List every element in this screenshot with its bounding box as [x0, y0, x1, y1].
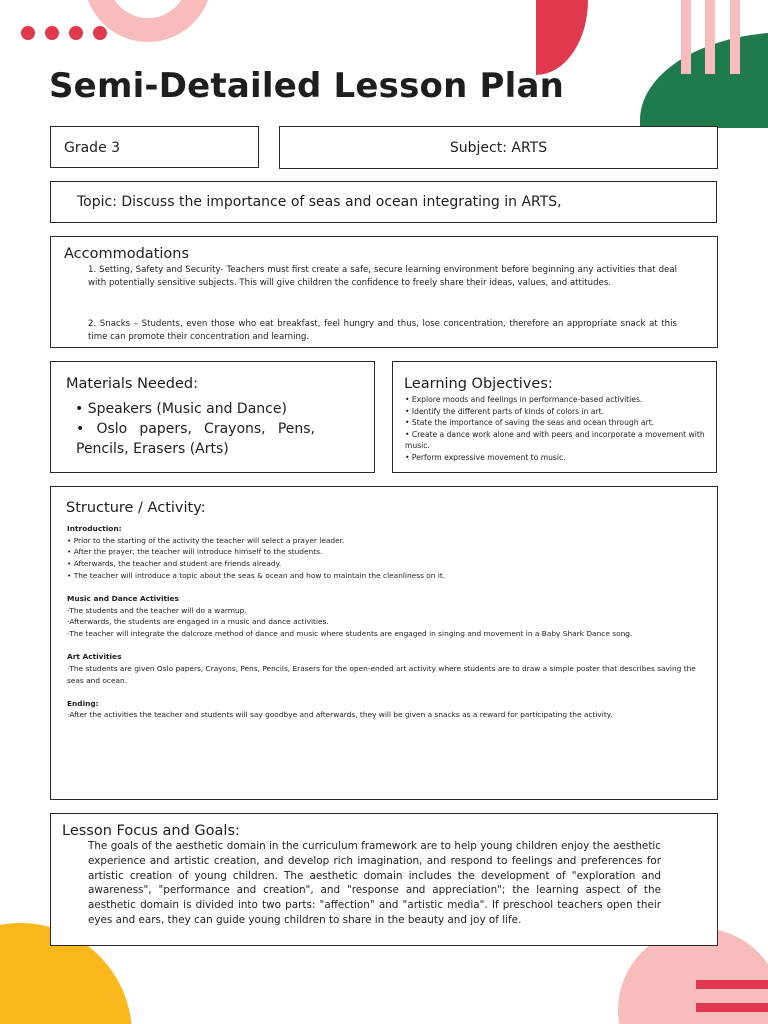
objective-item: • Explore moods and feelings in performance-based activities. [405, 395, 643, 404]
structure-heading: Structure / Activity: [66, 500, 206, 516]
structure-line: • Prior to the starting of the activity the teacher will select a prayer leader. [67, 535, 345, 545]
accommodations-heading: Accommodations [64, 246, 190, 262]
grade-label: Grade 3 [64, 140, 121, 156]
structure-line: ·The teacher will integrate the dalcroze method of dance and music where students are engaged in singing and movement in a Baby Shark Dance song. [67, 629, 633, 639]
ending-section [67, 698, 707, 721]
structure-line: • The teacher will introduce a topic about the seas & ocean and how to maintain the cleanliness on it. [67, 570, 446, 580]
objectives-box [392, 361, 717, 473]
accommodations-box [50, 236, 718, 348]
art-section [67, 651, 707, 686]
material-item: • Speakers (Music and Dance) [75, 401, 287, 417]
objectives-list [405, 394, 713, 464]
topic-label: Topic: Discuss the importance of seas and ocean integrating in ARTS, [77, 194, 562, 210]
grade-box [50, 126, 259, 168]
green-half-circle [640, 33, 768, 128]
structure-box [50, 486, 718, 800]
focus-box [50, 813, 718, 946]
materials-box [50, 361, 375, 473]
section-title: Introduction: [67, 524, 122, 533]
music-section [67, 593, 707, 640]
subject-label: Subject: ARTS [449, 140, 548, 156]
accommodation-item: 1. Setting, Safety and Security- Teachers must first create a safe, secure learning environment before beginning any activities that deal with potentially sensitive subjects. This will give children the confidence to freely share their ideas, values, and attitudes. [88, 265, 677, 289]
focus-heading: Lesson Focus and Goals: [62, 823, 240, 839]
pink-bars-decoration [681, 0, 740, 74]
objective-item: • Perform expressive movement to music. [405, 452, 566, 462]
page-title: Semi-Detailed Lesson Plan [49, 66, 565, 106]
subject-box [279, 126, 718, 169]
pink-ring-top [96, 0, 200, 30]
red-arc-top [536, 0, 588, 75]
objective-item: • State the importance of saving the seas and ocean through art. [405, 418, 655, 428]
material-item: • Oslo papers, Crayons, Pens, Pencils, Erasers (Arts) [76, 421, 315, 457]
accommodation-item: 2. Snacks – Students, even those who eat breakfast, feel hungry and thus, lose concentration, therefore an appropriate snack at this time can promote their concentration and learning. [88, 319, 677, 343]
structure-line: • Afterwards, the teacher and student are friends already. [67, 559, 282, 569]
focus-text: The goals of the aesthetic domain in the curriculum framework are to help young children enjoy the aesthetic experience and artistic creation, and develop rich imagination, and respond to feelings and preferences for artistic creation of young children. The aesthetic domain includes the development of "exploration and awareness", "performance and creation", and "response and appreciation"; the learning aspect of the aesthetic domain is divided into two parts: "affection" and "artistic media". If preschool teachers open their eyes and ears, they can guide young children to share in the beauty and joy of life. [88, 840, 661, 926]
materials-heading: Materials Needed: [66, 376, 198, 392]
objectives-heading: Learning Objectives: [404, 376, 553, 392]
section-title: Music and Dance Activities [67, 593, 179, 603]
structure-line: ·After the activities the teacher and students will say goodbye and afterwards, they will be given a snacks as a reward for participating the activity. [67, 710, 613, 720]
section-title: Ending: [67, 698, 99, 708]
section-title: Art Activities [67, 652, 122, 662]
objective-item: • Identify the different parts of kinds of colors in art. [405, 406, 605, 416]
introduction-section [67, 523, 707, 582]
structure-line: • After the prayer, the teacher will introduce himself to the students. [67, 547, 323, 557]
structure-line: ·The students and the teacher will do a warmup. [67, 605, 247, 615]
objective-item: • Create a dance work alone and with peers and incorporate a movement with music. [405, 429, 705, 451]
structure-content [67, 523, 707, 721]
topic-box [50, 181, 717, 223]
dots-decoration [21, 26, 107, 40]
structure-line: ·The students are given Oslo papers, Crayons, Pens, Pencils, Erasers for the open-ended art activity where students are to draw a simple poster that describes saving the seas and ocean. [67, 663, 696, 685]
structure-line: ·Afterwards, the students are engaged in a music and dance activities. [67, 617, 329, 627]
